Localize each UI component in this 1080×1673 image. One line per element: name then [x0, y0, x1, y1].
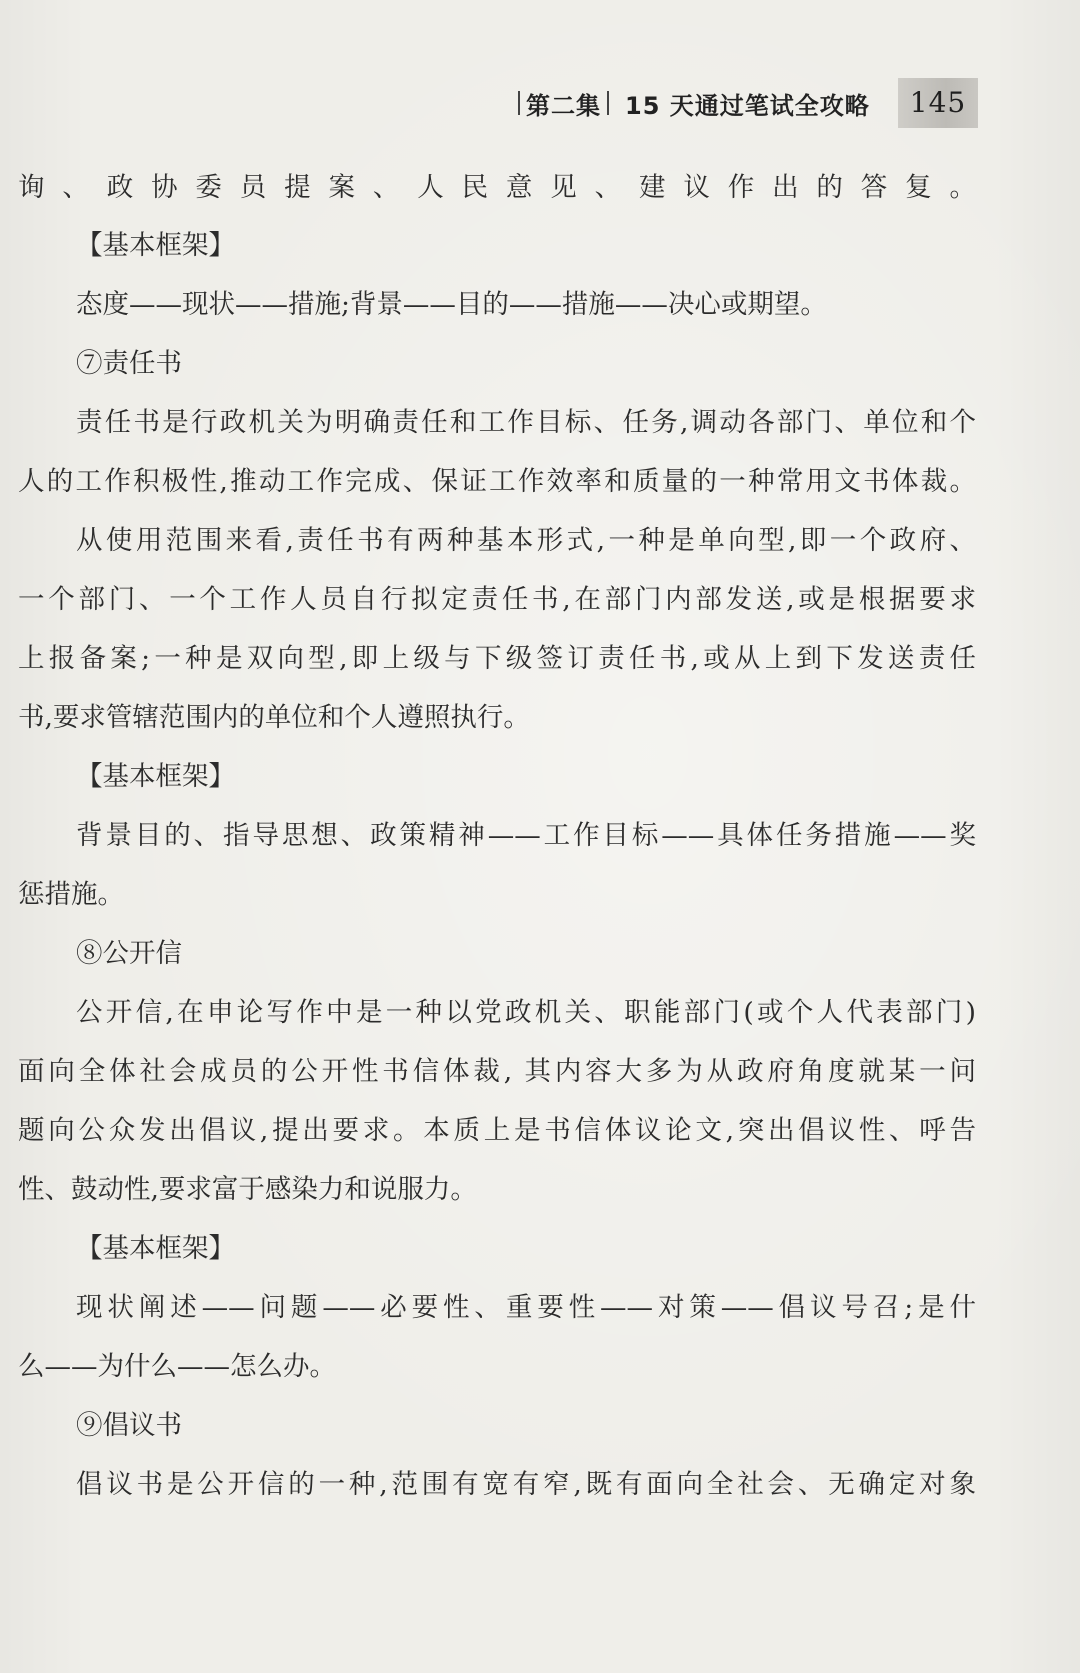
- header-divider-right: [607, 91, 609, 115]
- page-number: 145: [898, 78, 978, 128]
- section-heading: 【基本框架】: [76, 1233, 235, 1264]
- text-line: 上报备案;一种是双向型,即上级与下级签订责任书,或从上到下发送责任: [18, 643, 976, 674]
- section-heading: ⑦责任书: [76, 348, 182, 379]
- text-line: 性、鼓动性,要求富于感染力和说服力。: [18, 1174, 477, 1205]
- section-heading: ⑨倡议书: [76, 1410, 182, 1441]
- text-line: 倡议书是公开信的一种,范围有宽有窄,既有面向全社会、无确定对象: [76, 1469, 976, 1500]
- text-line: 责任书是行政机关为明确责任和工作目标、任务,调动各部门、单位和个: [76, 407, 976, 438]
- text-line: 态度——现状——措施;背景——目的——措施——决心或期望。: [76, 289, 827, 320]
- text-line: 面向全体社会成员的公开性书信体裁, 其内容大多为从政府角度就某一问: [18, 1056, 976, 1087]
- section-heading: 【基本框架】: [76, 761, 235, 792]
- text-line: 询、政协委员提案、人民意见、建议作出的答复。: [18, 172, 976, 203]
- text-line: 一个部门、一个工作人员自行拟定责任书,在部门内部发送,或是根据要求: [18, 584, 976, 615]
- text-line: 书,要求管辖范围内的单位和个人遵照执行。: [18, 702, 530, 733]
- section-heading: ⑧公开信: [76, 938, 182, 969]
- section-heading: 【基本框架】: [76, 230, 235, 261]
- text-line: 么——为什么——怎么办。: [18, 1351, 336, 1382]
- running-header: [512, 78, 870, 128]
- section-title: 15 天通过笔试全攻略: [625, 91, 870, 120]
- text-line: 背景目的、指导思想、政策精神——工作目标——具体任务措施——奖: [76, 820, 976, 851]
- text-line: 现状阐述——问题——必要性、重要性——对策——倡议号召;是什: [76, 1292, 976, 1323]
- text-line: 从使用范围来看,责任书有两种基本形式,一种是单向型,即一个政府、: [76, 525, 976, 556]
- header-divider-left: [518, 91, 520, 115]
- text-line: 公开信,在申论写作中是一种以党政机关、职能部门(或个人代表部门): [76, 997, 976, 1028]
- text-line: 题向公众发出倡议,提出要求。本质上是书信体议论文,突出倡议性、呼告: [18, 1115, 976, 1146]
- text-line: 人的工作积极性,推动工作完成、保证工作效率和质量的一种常用文书体裁。: [18, 466, 976, 497]
- text-line: 惩措施。: [18, 879, 124, 910]
- chapter-label: 第二集: [526, 91, 601, 120]
